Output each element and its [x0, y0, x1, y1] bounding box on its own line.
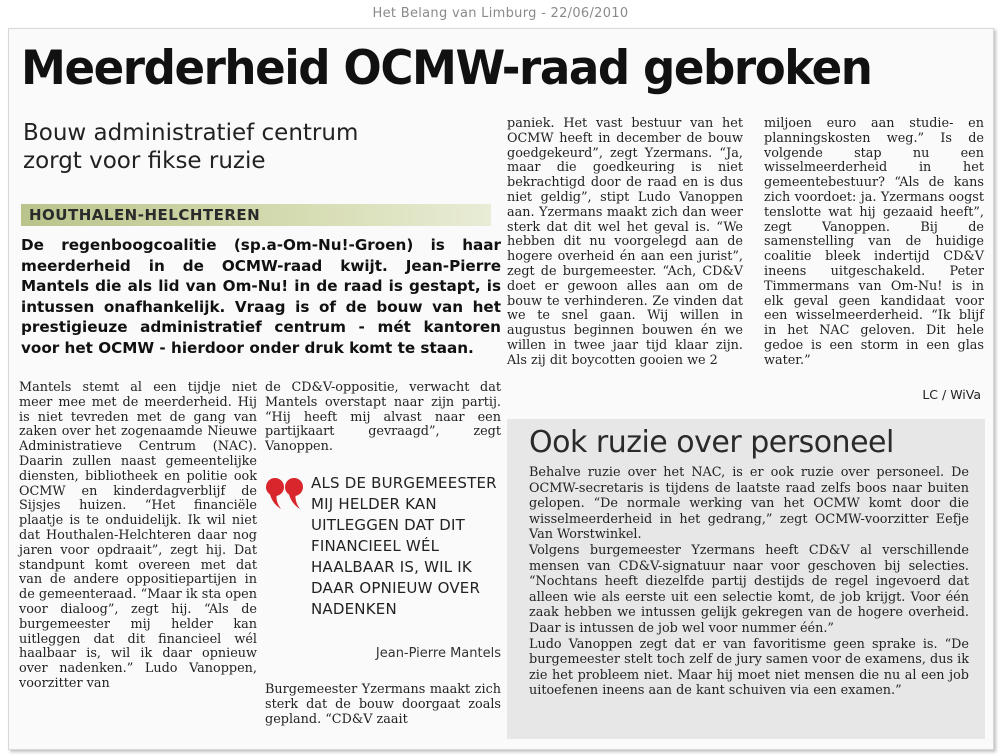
article-column-1 — [19, 381, 257, 692]
article-column-2-top — [265, 381, 501, 455]
article-text: Mantels stemt al een tijdje niet meer mee met de meerderheid. Hij is niet tevreden met de gang van zaken over het zogenaamde Nieuwe Administratieve Centrum (NAC). Daarin zullen naast gemeentelijke diensten, bibliotheek en politie ook OCMW en kinderdagverblijf de Sijsjes huizen. “Het financiële plaatje is te onduidelijk. Ik wil niet dat Houthalen-Helchteren daar nog jaren voor opdraait”, zegt hij. Dat standpunt komt overeen met dat van de andere oppositiepartijen in de gemeenteraad. “Maar ik sta open voor dialoog”, zegt hij. “Als de burgemeester mij helder kan uitleggen dat dit financieel wél haalbaar is, wil ik daar opnieuw over nadenken.” Ludo Vanoppen, voorzitter van — [19, 380, 257, 691]
article-text: paniek. Het vast bestuur van het OCMW heeft in december de bouw goedgekeurd”, zegt Yzermans. “Ja, maar die goedkeuring is niet bekrachtigd door de raad en is dus niet geldig”, stipt Ludo Vanoppen aan. Yzermans maakt zich dan weer sterk dat dit wel het geval is. “We hebben dit nu voorgelegd aan de hogere overheid én aan een jurist”, zegt de burgemeester. “Ach, CD&V doet er gewoon alles aan om de bouw te verhinderen. Ze vinden dat we te snel gaan. Wij willen in augustus beginnen bouwen én we willen in twee jaar tijd klaar zijn. Als zij dit boycotten gooien we 2 — [507, 116, 743, 368]
article-column-2-bottom — [265, 683, 501, 727]
article-column-4 — [764, 117, 984, 369]
sidebar-paragraph: Behalve ruzie over het NAC, is er ook ruzie over personeel. De OCMW-secretaris is tijdens de laatste raad zelfs boos naar buiten gelopen. “De normale werking van het OCMW komt door die wisselmeerderheid in het gedrang,” zegt OCMW-voorzitter Eefje Van Worstwinkel. — [529, 465, 969, 543]
sidebar-paragraph: Ludo Vanoppen zegt dat er van favoritisme geen sprake is. “De burgemeester stelt toch zelf de jury samen voor de examens, dus ik zie het probleem niet. Maar hij moet niet mensen die nu al een job uitoefenen ineens aan de kant schuiven via een examen.” — [529, 636, 969, 699]
subheadline-line-1: Bouw administratief centrum — [23, 120, 359, 146]
article-column-3 — [507, 117, 743, 369]
sidebar-box — [507, 419, 985, 739]
article-text: Burgemeester Yzermans maakt zich sterk dat de bouw doorgaat zoals gepland. “CD&V zaait — [265, 682, 501, 727]
pull-quote-author: Jean-Pierre Mantels — [375, 646, 501, 661]
byline: LC / WiVa — [922, 387, 981, 402]
article-text: miljoen euro aan studie- en planningskosten weg.” Is de volgende stap nu een wisselmeerderheid in het gemeentebestuur? “Als de kans zich voordoet: ja. Yzermans oogst tenslotte wat hij gezaaid heeft”, zegt Vanoppen. Bij de samenstelling van de huidige coalitie bleek indertijd CD&V ineens uitgeschakeld. Peter Timmermans van Om-Nu! is in elk geval geen kandidaat voor een wisselmeerderheid. “Ik blijf in het NAC geloven. Dit hele gedoe is een storm in een glas water.” — [764, 116, 984, 368]
sidebar-paragraph: Volgens burgemeester Yzermans heeft CD&V al verschillende mensen van CD&V-signatuur naar voor geschoven bij selecties. “Nochtans heeft diezelfde partij destijds de regel ingevoerd dat alleen wie als eerste uit een selectie komt, de job krijgt. Voor één zaak hebben we intussen gelijk gekregen van de hogere overheid. Daar is intussen de job wel voor nummer één.” — [529, 542, 969, 636]
quote-mark-icon — [265, 473, 307, 513]
lead-paragraph: De regenboogcoalitie (sp.a-Om-Nu!-Groen) is haar meerderheid in de OCMW-raad kwijt. Jean-Pierre Mantels die als lid van Om-Nu! in de raad is gestapt, is intussen onafhankelijk. Vraag is of de bouw van het prestigieuze administratief centrum - mét kantoren voor het OCMW - hierdoor onder druk komt te staan. — [21, 236, 501, 357]
sidebar-body — [529, 465, 969, 699]
article-text: de CD&V-oppositie, verwacht dat Mantels overstapt naar zijn partij. “Hij heeft mij alvast naar een partijkaart gevraagd”, zegt Vanoppen. — [265, 380, 501, 455]
location-kicker: HOUTHALEN-HELCHTEREN — [21, 204, 491, 226]
subheadline — [23, 119, 493, 175]
pull-quote-text: ALS DE BURGEMEESTER MIJ HELDER KAN UITLEGGEN DAT DIT FINANCIEEL WÉL HAALBAAR IS, WIL IK DAAR OPNIEUW OVER NADENKEN — [311, 474, 497, 618]
source-caption: Het Belang van Limburg - 22/06/2010 — [372, 6, 629, 21]
headline: Meerderheid OCMW-raad gebroken — [21, 41, 872, 96]
newspaper-clipping — [8, 28, 994, 750]
subheadline-line-2: zorgt voor fikse ruzie — [23, 148, 266, 174]
sidebar-title: Ook ruzie over personeel — [529, 425, 894, 460]
